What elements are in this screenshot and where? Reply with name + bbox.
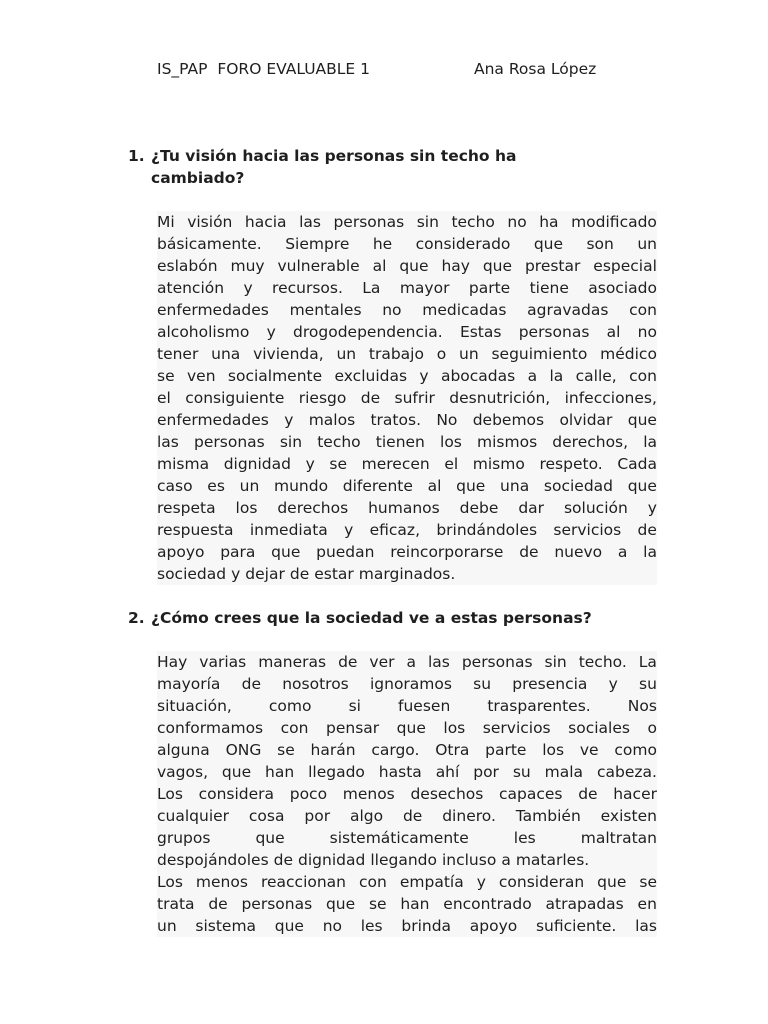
answer-line: mayoría de nosotros ignoramos su presencia y su (157, 675, 657, 693)
answer-line: cualquier cosa por algo de dinero. También existen (157, 807, 657, 825)
answer-line: Mi visión hacia las personas sin techo no ha modificado (157, 213, 657, 231)
answer-line: trata de personas que se han encontrado atrapadas en (157, 895, 657, 913)
question-number: 2. (128, 609, 145, 627)
question-2 (128, 607, 628, 629)
answer-1 (157, 211, 657, 585)
question-text-line: ¿Cómo crees que la sociedad ve a estas personas? (151, 609, 592, 627)
answer-line: Hay varias maneras de ver a las personas sin techo. La (157, 653, 657, 671)
answer-line: respuesta inmediata y eficaz, brindándoles servicios de (157, 521, 657, 539)
author-name: Ana Rosa López (474, 60, 597, 78)
answer-line: se ven socialmente excluidas y abocadas a la calle, con (157, 367, 657, 385)
question-text-line: cambiado? (151, 169, 245, 187)
answer-line: alguna ONG se harán cargo. Otra parte los ve como (157, 741, 657, 759)
answer-line: Los considera poco menos desechos capaces de hacer (157, 785, 657, 803)
answer-line: respeta los derechos humanos debe dar solución y (157, 499, 657, 517)
answer-line: las personas sin techo tienen los mismos derechos, la (157, 433, 657, 451)
answer-line: conformamos con pensar que los servicios sociales o (157, 719, 657, 737)
answer-line: vagos, que han llegado hasta ahí por su mala cabeza. (157, 763, 657, 781)
answer-line: misma dignidad y se merecen el mismo respeto. Cada (157, 455, 657, 473)
question-text (151, 607, 628, 629)
answer-2 (157, 651, 657, 937)
answer-line: eslabón muy vulnerable al que hay que prestar especial (157, 257, 657, 275)
question-text (151, 145, 628, 189)
answer-line: tener una vivienda, un trabajo o un seguimiento médico (157, 345, 657, 363)
answer-line: situación, como si fuesen trasparentes. Nos (157, 697, 657, 715)
answer-line: Los menos reaccionan con empatía y consideran que se (157, 873, 657, 891)
answer-line: apoyo para que puedan reincorporarse de nuevo a la (157, 543, 657, 561)
question-text-line: ¿Tu visión hacia las personas sin techo ha (151, 147, 517, 165)
answer-line: despojándoles de dignidad llegando incluso a matarles. (157, 849, 657, 871)
answer-line: atención y recursos. La mayor parte tiene asociado (157, 279, 657, 297)
answer-line: el consiguiente riesgo de sufrir desnutrición, infecciones, (157, 389, 657, 407)
answer-line: caso es un mundo diferente al que una sociedad que (157, 477, 657, 495)
document-header (157, 60, 627, 82)
answer-line: grupos que sistemáticamente les maltratan (157, 829, 657, 847)
answer-line: sociedad y dejar de estar marginados. (157, 563, 657, 585)
answer-line: un sistema que no les brinda apoyo suficiente. las (157, 917, 657, 935)
answer-line: enfermedades y malos tratos. No debemos olvidar que (157, 411, 657, 429)
document-title: IS_PAP FORO EVALUABLE 1 (157, 60, 371, 78)
answer-line: básicamente. Siempre he considerado que son un (157, 235, 657, 253)
answer-line: alcoholismo y drogodependencia. Estas personas al no (157, 323, 657, 341)
question-1 (128, 145, 628, 189)
question-number: 1. (128, 147, 145, 165)
answer-line: enfermedades mentales no medicadas agravadas con (157, 301, 657, 319)
